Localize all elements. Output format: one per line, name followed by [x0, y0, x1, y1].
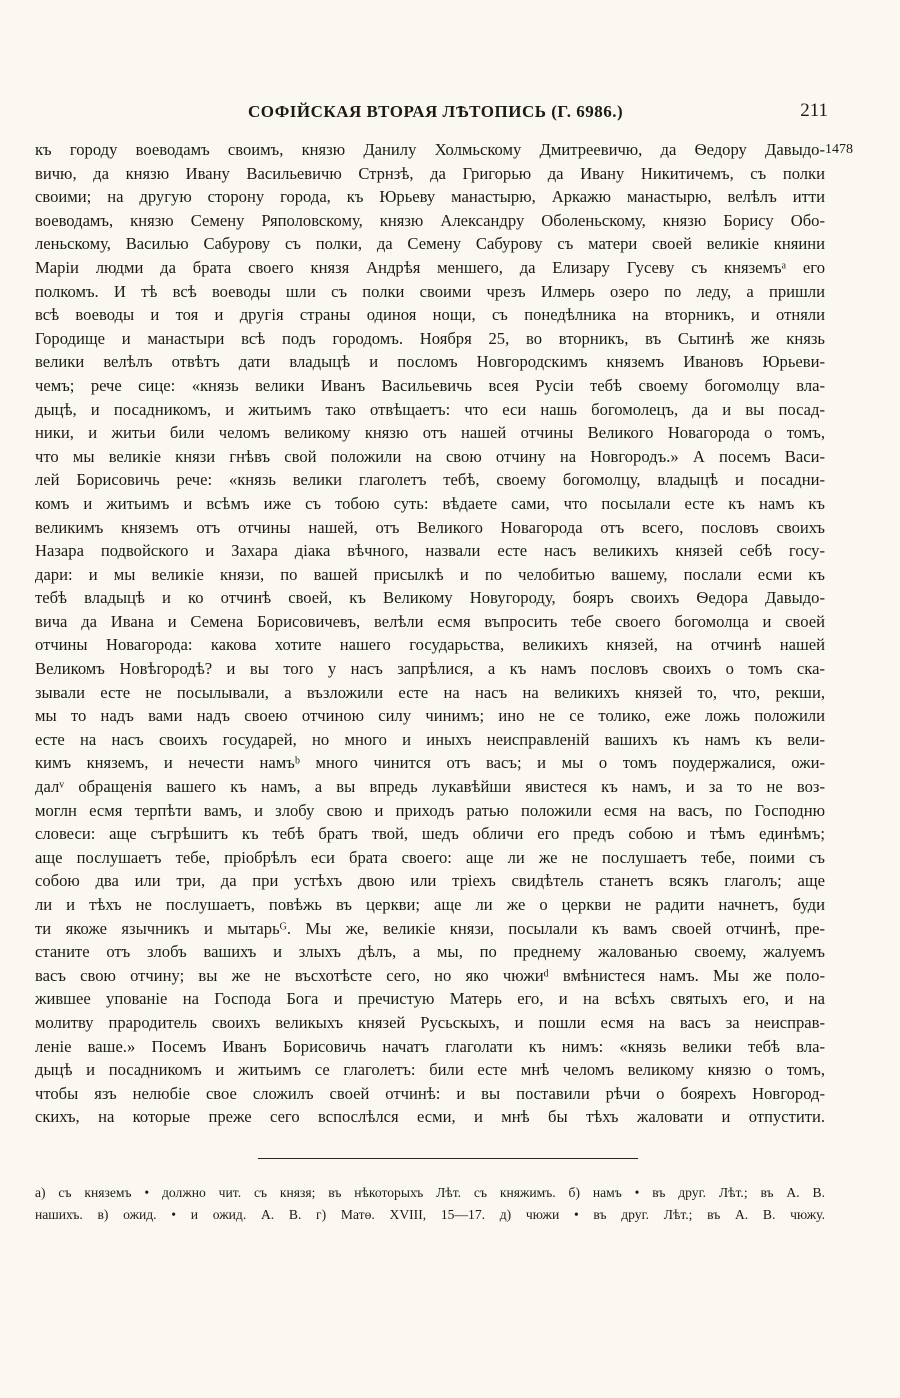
footnotes [35, 1182, 825, 1226]
text-line: Великомъ Новѣгородѣ? и вы того у насъ запрѣлися, а къ намъ пословъ своихъ о томъ ска- [35, 659, 825, 679]
text-line: ники, и житьи били челомъ великому князю отъ нашей отчины Великого Новагорода о томъ, [35, 423, 825, 443]
margin-year-note: 1478 [825, 142, 853, 157]
text-line: моглн есмя терпѣти вамъ, и злобу свою и приходъ ратью положили есмя на васъ, по Господню [35, 800, 825, 820]
text-line: дыцѣ, и посадникомъ, и житьимъ тако отвѣщаетъ: что еси нашь богомолецъ, да и вы посад- [35, 399, 825, 419]
text-line: ти якоже язычникъ и мытарьᴳ. Мы же, великіе князи, посылали къ вамъ своей отчинѣ, пре- [35, 918, 825, 938]
text-line: леніе ваше.» Посемъ Иванъ Борисовичь начатъ глаголати къ нимъ: «князь велики тебѣ вла- [35, 1036, 825, 1056]
text-line: ли и тѣхъ не послушаетъ, повѣжь въ церкви; аще ли же о церкви не радити начнетъ, буди [35, 895, 825, 914]
text-line: васъ свою отчину; вы же не въсхотѣсте сего, но яко чюжиᵈ вмѣнистеся намъ. Мы же поло- [35, 965, 825, 985]
running-title: СОФІЙСКАЯ ВТОРАЯ ЛѢТОПИСЬ (Г. 6986.) [248, 102, 624, 121]
text-line: мы то надъ вами надъ своею отчиною силу чинимъ; ино не се толико, еже ложь положили [35, 706, 825, 726]
text-line: полкомъ. И тѣ всѣ воеводы шли съ полки своими чрезъ Илмерь озеро по леду, а пришли [35, 281, 825, 301]
text-line: дыцѣ и посадникомъ и житьимъ се глаголетъ: били есте мнѣ челомъ великому князю о томъ, [35, 1060, 825, 1080]
text-line: далᵛ обращенія вашего къ намъ, а вы впредь лукавѣйши явистеся къ намъ, и за то не воз- [35, 777, 825, 797]
text-line: Городище и манастыри всѣ подъ городомъ. Ноября 25, во вторникъ, въ Сытинѣ же князь [35, 328, 825, 348]
text-line: собою два или три, да при устѣхъ двою или тріехъ свидѣтель станетъ всякъ глаголъ; аще [35, 871, 825, 891]
text-line: вича да Ивана и Семена Борисовичевъ, велѣли есмя въпросить тебе своего богомолца и своей [35, 611, 825, 631]
text-line: кимъ княземъ, и нечести намъᵇ много чинится отъ васъ; и мы о томъ поудержалися, ожи- [35, 753, 825, 773]
page-header [148, 100, 828, 124]
text-line: Маріи людми да брата своего князя Андрѣя меншего, да Елизару Гусеву съ княземъᵃ его [35, 257, 825, 277]
text-line: тебѣ владыцѣ и ко отчинѣ своей, къ Великому Новугороду, бояръ своихъ Ѳедора Давыдо- [35, 588, 825, 608]
chronicle-text [35, 138, 825, 1129]
text-line: дари: и мы великіе князи, по вашей присылкѣ и по челобитью вашему, послали есми къ [35, 564, 825, 584]
text-line: зывали есте не посылывали, а възложили есте на насъ на великихъ князей то, что, рекши, [35, 682, 825, 702]
text-line: къ городу воеводамъ своимъ, князю Данилу Холмьскому Дмитреевичю, да Ѳедору Давыдо- [35, 140, 825, 159]
text-line: великимъ княземъ отъ отчины нашей, отъ Великого Новагорода отъ всего, пословъ своихъ [35, 517, 825, 537]
text-line: вичю, да князю Ивану Васильевичю Стрнзѣ, да Григорью да Ивану Никитичемъ, съ полки [35, 163, 825, 183]
text-line: всѣ воеводы и тоя и другія страны одиноя нощи, съ понедѣлника на вторникъ, и отняли [35, 305, 825, 325]
text-line: жившее упованіе на Господа Бога и пречистую Матерь его, и на всѣхъ святыхъ его, и на [35, 989, 825, 1009]
text-line: отчины Новагорода: какова хотите нашего государьства, великихъ князей, на отчинѣ нашей [35, 635, 825, 655]
text-line: Назара подвойского и Захара діака вѣчного, назвали есте насъ великихъ князей себѣ госу- [35, 541, 825, 561]
footnote-line: а) съ княземъ • должно чит. съ князя; въ нѣкоторыхъ Лѣт. съ княжимъ. б) намъ • въ друг. Лѣт.; въ А. В. [35, 1185, 825, 1200]
text-line: чтобы язъ нелюбіе свое сложилъ своей отчинѣ: и вы поставили рѣчи о боярехъ Новгород- [35, 1083, 825, 1103]
text-line: есте на насъ своихъ государей, но много и иныхъ неисправленій вашихъ къ намъ къ вели- [35, 729, 825, 749]
text-line: своими; на другую сторону города, къ Юрьеву манастырю, Аркажю манастырю, велѣлъ итти [35, 187, 825, 207]
text-line: скихъ, на которые преже сего вспослѣлся есми, и мнѣ бы тѣхъ жаловати и отпустити. [35, 1107, 825, 1127]
text-line: станите отъ злобъ вашихъ и злыхъ дѣлъ, а мы, по преднему жалованью своему, жалуемъ [35, 942, 825, 962]
text-line: велики велѣлъ отвѣтъ дати владыцѣ и посломъ Новгородскимъ княземъ Ивановъ Юрьеви- [35, 352, 825, 372]
text-line: комъ и житьимъ и всѣмъ иже съ тобою суть: вѣдаете сами, что посылали есте къ намъ къ [35, 493, 825, 513]
footnote-rule [258, 1158, 638, 1159]
text-line: что мы великіе князи гнѣвъ свой положили на свою отчину на Новгородъ.» А посемъ Васи- [35, 446, 825, 466]
page-number: 211 [800, 100, 828, 121]
footnote-line: нашихъ. в) ожид. • и ожид. А. В. г) Матѳ. XVIII, 15—17. д) чюжи • въ друг. Лѣт.; въ А. В. чюжу. [35, 1207, 825, 1222]
text-line: молитву прародитель своихъ великыхъ князей Русьскыхъ, и пошли есмя на васъ за неисправ- [35, 1012, 825, 1032]
text-line: чемъ; рече сице: «князь велики Иванъ Васильевичь всея Русіи тебѣ своему богомолцу вла- [35, 375, 825, 395]
text-line: словеси: аще съгрѣшитъ къ тебѣ братъ твой, шедъ обличи его предъ собою и тѣмъ единѣмъ; [35, 824, 825, 844]
text-line: лей Борисовичь рече: «князь велики глаголетъ тебѣ, своему богомолцу, владыцѣ и посадни- [35, 470, 825, 490]
text-line: леньскому, Василью Сабурову съ полки, да Семену Сабурову съ матери своей великіе княини [35, 234, 825, 254]
text-line: воеводамъ, князю Семену Ряполовскому, князю Александру Оболеньскому, князю Борису Обо- [35, 210, 825, 230]
text-line: аще послушаетъ тебе, пріобрѣлъ еси брата своего: аще ли же не послушаетъ тебе, поими съ [35, 847, 825, 867]
